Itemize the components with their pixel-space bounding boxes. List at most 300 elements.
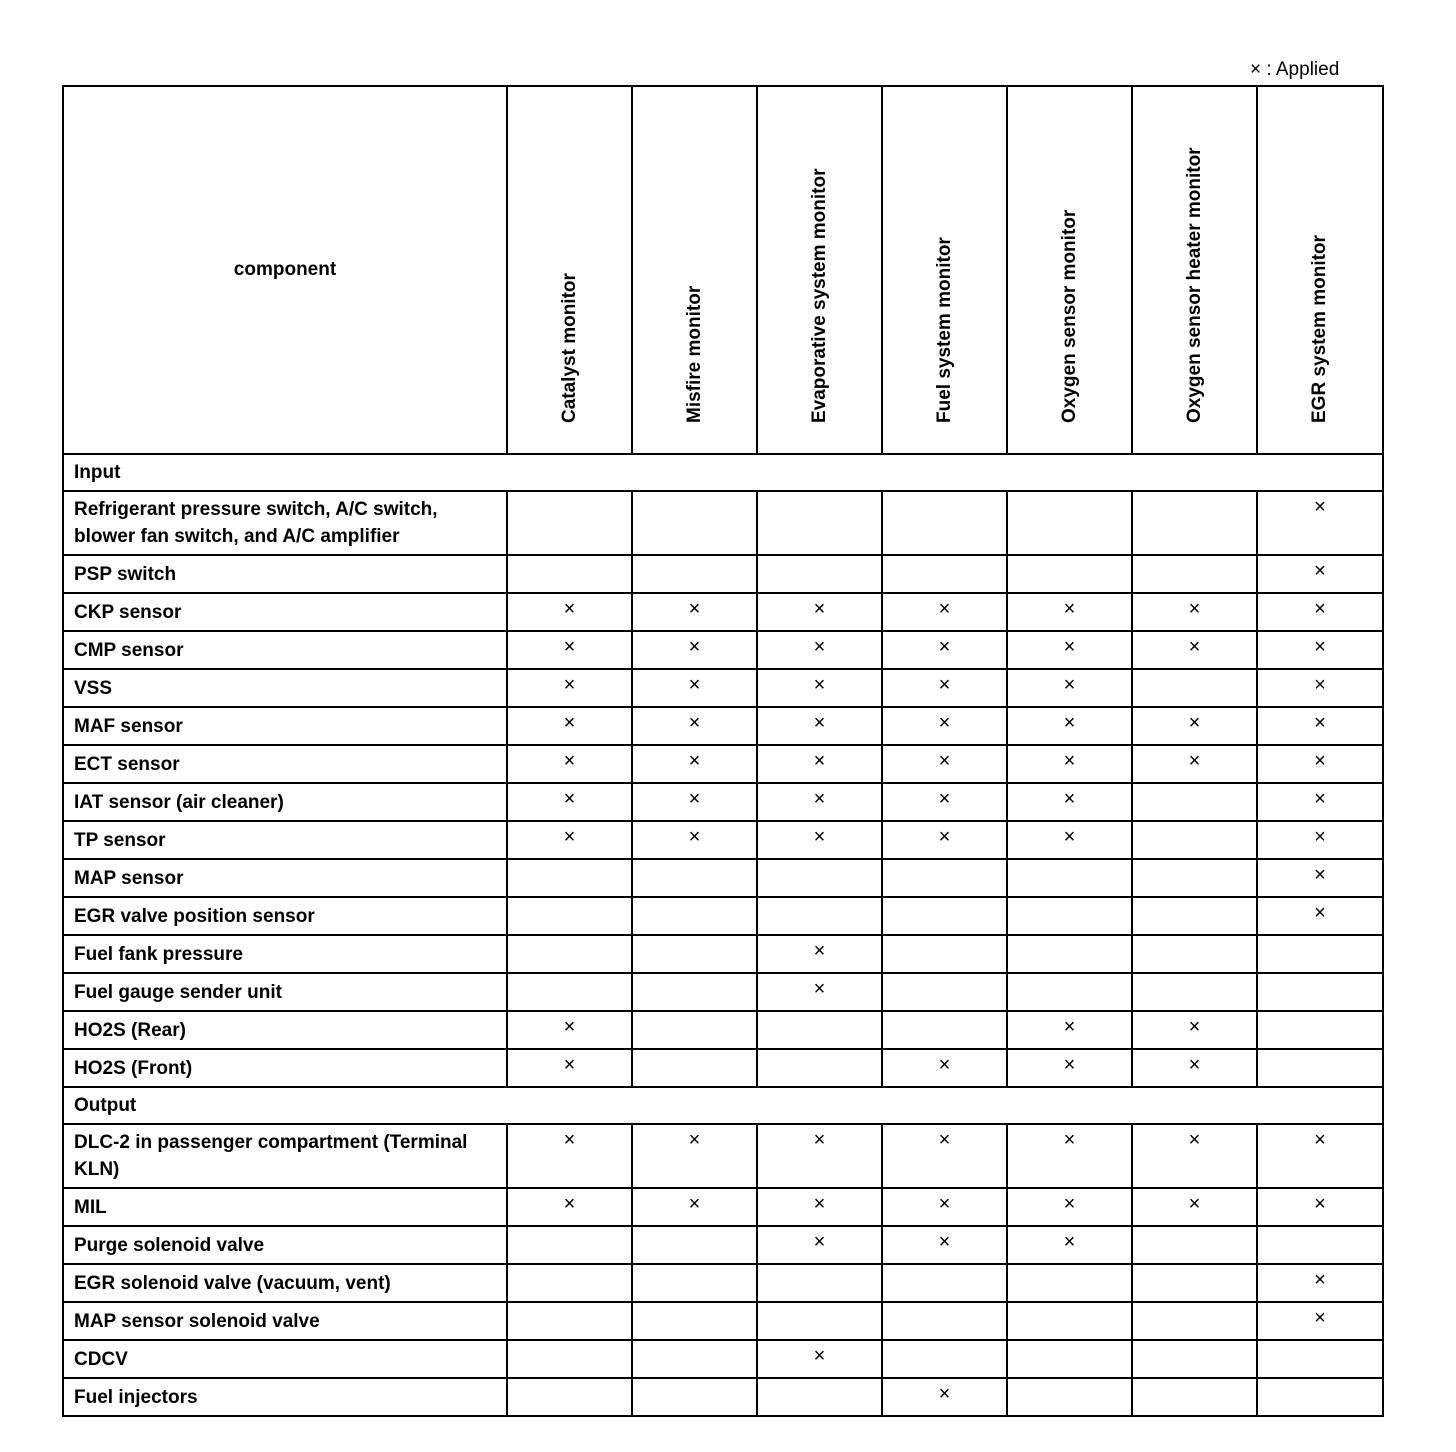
applied-cell [1007,491,1132,555]
applied-mark: × [563,1054,576,1076]
applied-cell [1257,1188,1383,1226]
applied-mark: × [688,1129,701,1151]
applied-cell [1132,1264,1257,1302]
applied-cell [1257,897,1383,935]
applied-cell [1132,1340,1257,1378]
applied-cell [632,1264,757,1302]
applied-cell [632,1188,757,1226]
applied-mark: × [938,826,951,848]
applied-cell [1257,1302,1383,1340]
applied-mark: × [813,636,826,658]
applied-mark: × [1188,1193,1201,1215]
applied-cell [507,1011,632,1049]
applied-cell [1257,745,1383,783]
table-row [63,1226,1383,1264]
table-row [63,973,1383,1011]
applied-cell [882,1378,1007,1416]
applied-cell [632,1378,757,1416]
monitor-header-misfire [632,86,757,454]
applied-mark: × [563,826,576,848]
applied-cell [507,1340,632,1378]
applied-mark: × [938,712,951,734]
table-row [63,669,1383,707]
applied-cell [1007,631,1132,669]
applied-mark: × [938,750,951,772]
applied-mark: × [1063,750,1076,772]
applied-cell [1257,935,1383,973]
applied-cell [1132,1226,1257,1264]
applied-cell [507,1226,632,1264]
applied-cell [632,669,757,707]
table-body [63,454,1383,1416]
applied-cell [882,859,1007,897]
applied-cell [632,897,757,935]
applied-cell [507,859,632,897]
applied-cell [1007,821,1132,859]
applied-cell [1132,783,1257,821]
applied-cell [1007,669,1132,707]
applied-cell [1257,859,1383,897]
applied-mark: × [688,636,701,658]
applied-cell [1007,859,1132,897]
applied-cell [507,669,632,707]
applied-mark: × [938,1383,951,1405]
applied-cell [1257,593,1383,631]
applied-mark: × [938,1054,951,1076]
applied-cell [1257,707,1383,745]
applied-cell [882,593,1007,631]
monitor-header-catalyst [507,86,632,454]
applied-mark: × [1314,1193,1326,1215]
applied-cell [882,783,1007,821]
table-row [63,1378,1383,1416]
applied-mark: × [563,1129,576,1151]
applied-mark: × [1063,712,1076,734]
applied-cell [757,1049,882,1087]
applied-cell [882,935,1007,973]
component-name: Fuel injectors [63,1378,507,1416]
applied-cell [1132,1188,1257,1226]
section-title: Output [63,1087,1383,1124]
applied-mark: × [1314,902,1326,924]
applied-cell [882,1302,1007,1340]
applied-cell [1007,783,1132,821]
applied-cell [1132,707,1257,745]
applied-cell [632,491,757,555]
applied-cell [1257,491,1383,555]
applied-mark: × [1063,788,1076,810]
applied-cell [882,707,1007,745]
monitor-header-label: Misfire monitor [683,285,705,423]
applied-mark: × [1314,826,1326,848]
monitor-header-label: Fuel system monitor [933,237,955,423]
section-row [63,454,1383,491]
applied-cell [882,973,1007,1011]
component-name: EGR valve position sensor [63,897,507,935]
table-row [63,1011,1383,1049]
applied-cell [632,745,757,783]
table-row [63,783,1383,821]
applied-cell [882,1188,1007,1226]
applied-cell [1257,669,1383,707]
applied-mark: × [1314,496,1326,518]
table-row [63,707,1383,745]
applied-cell [882,745,1007,783]
applied-cell [632,707,757,745]
applied-cell [1132,1049,1257,1087]
component-name: MAF sensor [63,707,507,745]
applied-cell [632,1011,757,1049]
applied-mark: × [688,750,701,772]
applied-cell [1257,1124,1383,1188]
applied-cell [1132,897,1257,935]
applied-mark: × [1188,598,1201,620]
applied-cell [507,935,632,973]
table-row [63,491,1383,555]
component-name: Purge solenoid valve [63,1226,507,1264]
applied-cell [1132,1124,1257,1188]
applied-cell [757,821,882,859]
applied-cell [882,669,1007,707]
applied-mark: × [563,750,576,772]
applied-mark: × [563,712,576,734]
header-row [63,86,1383,454]
applied-cell [1007,1011,1132,1049]
applied-cell [507,631,632,669]
applied-cell [757,1124,882,1188]
applied-mark: × [1314,636,1326,658]
applied-mark: × [1063,598,1076,620]
applied-cell [507,1188,632,1226]
applied-cell [882,1226,1007,1264]
applied-cell [882,1264,1007,1302]
component-name: CKP sensor [63,593,507,631]
applied-mark: × [813,1193,826,1215]
applied-cell [1132,491,1257,555]
applied-mark: × [688,1193,701,1215]
applied-mark: × [1314,1129,1326,1151]
applied-cell [757,1011,882,1049]
applied-cell [632,1226,757,1264]
applied-cell [632,783,757,821]
applied-cell [757,859,882,897]
applied-cell [882,1340,1007,1378]
applied-cell [882,897,1007,935]
applied-cell [1132,593,1257,631]
applied-cell [1257,783,1383,821]
applied-mark: × [1063,1129,1076,1151]
applied-cell [507,1049,632,1087]
applied-cell [507,1124,632,1188]
applied-cell [1007,593,1132,631]
applied-cell [507,707,632,745]
table-row [63,555,1383,593]
component-name: CDCV [63,1340,507,1378]
applied-mark: × [1063,826,1076,848]
applied-cell [507,821,632,859]
applied-cell [1257,973,1383,1011]
monitor-header-oxygen-sensor [1007,86,1132,454]
applied-cell [757,669,882,707]
table-row [63,593,1383,631]
applied-cell [507,491,632,555]
applied-cell [757,973,882,1011]
applied-cell [507,783,632,821]
applied-mark: × [563,598,576,620]
applied-cell [507,973,632,1011]
applied-cell [1257,631,1383,669]
applied-cell [507,745,632,783]
table-row [63,1124,1383,1188]
applied-cell [632,935,757,973]
applied-cell [882,631,1007,669]
applied-cell [1007,1302,1132,1340]
applied-cell [1132,1302,1257,1340]
applied-mark: × [1314,712,1326,734]
table-row [63,745,1383,783]
applied-cell [757,593,882,631]
applied-mark: × [1314,598,1326,620]
applied-cell [882,491,1007,555]
monitor-header-fuel-system [882,86,1007,454]
component-header: component [63,86,507,454]
applied-cell [757,555,882,593]
applied-cell [1257,1011,1383,1049]
applied-cell [1132,745,1257,783]
applied-mark: × [1314,788,1326,810]
applied-cell [757,491,882,555]
applied-cell [1007,745,1132,783]
applied-cell [882,821,1007,859]
applied-mark: × [1314,750,1326,772]
applied-mark: × [813,1129,826,1151]
applied-cell [632,555,757,593]
applied-mark: × [813,788,826,810]
applied-cell [757,631,882,669]
component-name: Refrigerant pressure switch, A/C switch, blower fan switch, and A/C amplifier [63,491,507,555]
applied-mark: × [938,1231,951,1253]
table-row [63,897,1383,935]
applied-mark: × [688,712,701,734]
monitor-component-table [62,85,1384,1417]
applied-cell [882,1124,1007,1188]
monitor-header-label: Evaporative system monitor [808,168,830,423]
applied-mark: × [1188,750,1201,772]
component-name: CMP sensor [63,631,507,669]
applied-cell [632,593,757,631]
applied-cell [757,1264,882,1302]
monitor-header-label: Catalyst monitor [558,273,580,423]
monitor-header-label: Oxygen sensor heater monitor [1183,147,1205,423]
applied-mark: × [1314,674,1326,696]
applied-cell [632,973,757,1011]
applied-cell [757,783,882,821]
applied-cell [1132,821,1257,859]
applied-cell [1007,1340,1132,1378]
applied-cell [1132,555,1257,593]
table-row [63,1188,1383,1226]
applied-cell [1132,1378,1257,1416]
applied-mark: × [1188,1129,1201,1151]
applied-cell [1007,897,1132,935]
applied-mark: × [813,750,826,772]
applied-cell [632,631,757,669]
applied-cell [632,859,757,897]
monitor-header-egr [1257,86,1383,454]
applied-mark: × [688,788,701,810]
applied-mark: × [813,712,826,734]
applied-mark: × [1063,1054,1076,1076]
applied-mark: × [1063,1231,1076,1253]
applied-cell [1257,1264,1383,1302]
applied-mark: × [938,674,951,696]
table-row [63,821,1383,859]
section-title: Input [63,454,1383,491]
applied-mark: × [938,1193,951,1215]
applied-cell [757,897,882,935]
applied-cell [882,555,1007,593]
applied-mark: × [1314,864,1326,886]
component-name: MAP sensor [63,859,507,897]
applied-cell [1257,1378,1383,1416]
applied-cell [632,1302,757,1340]
applied-cell [507,1378,632,1416]
applied-cell [1132,631,1257,669]
component-name: IAT sensor (air cleaner) [63,783,507,821]
component-name: Fuel fank pressure [63,935,507,973]
applied-cell [1007,1378,1132,1416]
applied-cell [507,555,632,593]
component-name: HO2S (Front) [63,1049,507,1087]
applied-cell [1257,1340,1383,1378]
table-row [63,631,1383,669]
applied-mark: × [813,1345,826,1367]
applied-cell [632,1340,757,1378]
applied-cell [1007,1226,1132,1264]
component-name: PSP switch [63,555,507,593]
applied-cell [1132,1011,1257,1049]
applied-mark: × [1314,1307,1326,1329]
legend-applied: × : Applied [1250,59,1340,80]
applied-cell [882,1011,1007,1049]
applied-cell [1007,707,1132,745]
component-name: Fuel gauge sender unit [63,973,507,1011]
applied-mark: × [563,636,576,658]
table-row [63,935,1383,973]
applied-mark: × [688,598,701,620]
applied-mark: × [938,598,951,620]
applied-cell [1007,1264,1132,1302]
applied-mark: × [563,1193,576,1215]
applied-mark: × [688,826,701,848]
applied-cell [1007,1188,1132,1226]
component-name: HO2S (Rear) [63,1011,507,1049]
applied-mark: × [1063,1193,1076,1215]
applied-cell [1007,1049,1132,1087]
table-row [63,1302,1383,1340]
applied-mark: × [813,826,826,848]
applied-mark: × [563,674,576,696]
applied-cell [1007,935,1132,973]
applied-cell [1007,973,1132,1011]
applied-cell [757,935,882,973]
applied-cell [757,1340,882,1378]
applied-mark: × [1063,636,1076,658]
component-name: DLC-2 in passenger compartment (Terminal KLN) [63,1124,507,1188]
applied-cell [1132,859,1257,897]
table-row [63,1340,1383,1378]
applied-mark: × [1188,636,1201,658]
applied-cell [1132,669,1257,707]
table-row [63,1049,1383,1087]
applied-cell [882,1049,1007,1087]
applied-cell [757,1302,882,1340]
applied-mark: × [1314,1269,1326,1291]
monitor-header-evaporative [757,86,882,454]
component-name: ECT sensor [63,745,507,783]
component-name: MAP sensor solenoid valve [63,1302,507,1340]
applied-cell [507,897,632,935]
applied-cell [1257,1226,1383,1264]
applied-cell [632,1049,757,1087]
monitor-header-label: EGR system monitor [1309,235,1330,423]
applied-cell [1007,1124,1132,1188]
table-row [63,1264,1383,1302]
component-name: MIL [63,1188,507,1226]
applied-cell [1132,935,1257,973]
component-name: VSS [63,669,507,707]
applied-cell [507,1264,632,1302]
applied-cell [1007,555,1132,593]
applied-cell [757,707,882,745]
component-name: TP sensor [63,821,507,859]
applied-mark: × [1188,1054,1201,1076]
applied-cell [507,593,632,631]
applied-cell [507,1302,632,1340]
table-row [63,859,1383,897]
applied-mark: × [813,978,826,1000]
applied-mark: × [813,1231,826,1253]
applied-cell [632,821,757,859]
applied-mark: × [813,598,826,620]
applied-mark: × [563,788,576,810]
applied-mark: × [813,674,826,696]
section-row [63,1087,1383,1124]
applied-cell [1257,1049,1383,1087]
monitor-header-label: Oxygen sensor monitor [1058,209,1080,423]
monitor-header-oxygen-heater [1132,86,1257,454]
applied-mark: × [938,636,951,658]
applied-mark: × [938,1129,951,1151]
applied-mark: × [813,940,826,962]
applied-mark: × [688,674,701,696]
applied-cell [757,1188,882,1226]
applied-mark: × [1063,674,1076,696]
applied-mark: × [563,1016,576,1038]
applied-cell [632,1124,757,1188]
applied-cell [1257,821,1383,859]
applied-mark: × [1188,712,1201,734]
applied-mark: × [1063,1016,1076,1038]
applied-mark: × [938,788,951,810]
applied-cell [1257,555,1383,593]
applied-mark: × [1314,560,1326,582]
applied-cell [757,745,882,783]
component-name: EGR solenoid valve (vacuum, vent) [63,1264,507,1302]
applied-mark: × [1188,1016,1201,1038]
applied-cell [757,1226,882,1264]
applied-cell [757,1378,882,1416]
